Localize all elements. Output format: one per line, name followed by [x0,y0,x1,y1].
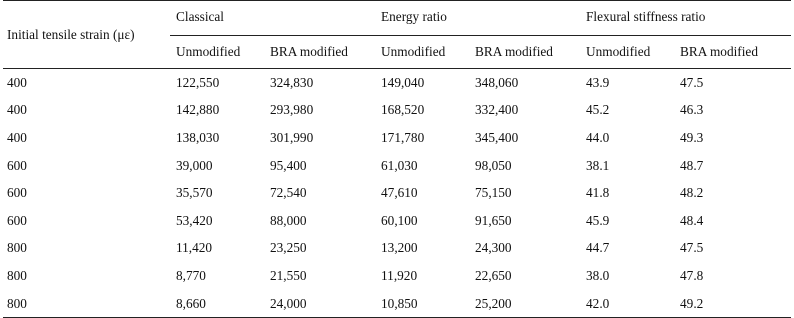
sub-header-energy-bra-modified: BRA modified [469,36,580,69]
classical-unmodified-cell: 142,880 [176,102,220,118]
energy-bra-modified-cell: 91,650 [475,212,512,228]
table-body [3,69,791,318]
flexural-unmodified-cell: 43.9 [586,74,610,90]
classical-unmodified-cell: 138,030 [176,129,220,145]
classical-unmodified-cell: 35,570 [176,185,213,201]
classical-bra-modified-cell: 293,980 [270,102,314,118]
flexural-unmodified-cell: 38.0 [586,267,610,283]
energy-bra-modified-cell: 75,150 [475,185,512,201]
table-row [3,207,791,235]
strain-cell: 400 [7,129,27,145]
table-header [3,1,791,69]
classical-bra-modified-cell: 324,830 [270,74,314,90]
classical-bra-modified-cell: 21,550 [270,267,307,283]
energy-bra-modified-cell: 22,650 [475,267,512,283]
table-row [3,69,791,97]
group-header-classical: Classical [170,1,375,36]
strain-cell: 600 [7,157,27,173]
strain-cell: 400 [7,102,27,118]
table-row [3,152,791,180]
flexural-unmodified-cell: 45.2 [586,102,610,118]
flexural-unmodified-cell: 45.9 [586,212,610,228]
sub-header-energy-unmodified: Unmodified [375,36,469,69]
classical-bra-modified-cell: 95,400 [270,157,307,173]
strain-column-header: Initial tensile strain (με) [3,1,170,69]
energy-bra-modified-cell: 24,300 [475,240,512,256]
flexural-bra-modified-cell: 48.4 [680,212,704,228]
flexural-unmodified-cell: 42.0 [580,290,674,318]
energy-unmodified-cell: 60,100 [381,212,418,228]
classical-unmodified-cell: 39,000 [176,157,213,173]
strain-cell: 800 [7,267,27,283]
energy-unmodified-cell: 149,040 [381,74,425,90]
energy-unmodified-cell: 47,610 [381,185,418,201]
energy-unmodified-cell: 13,200 [381,240,418,256]
strain-cell: 600 [7,185,27,201]
strain-cell: 400 [7,74,27,90]
energy-unmodified-cell: 171,780 [381,129,425,145]
classical-bra-modified-cell: 23,250 [270,240,307,256]
flexural-bra-modified-cell: 49.2 [674,290,791,318]
classical-unmodified-cell: 53,420 [176,212,213,228]
flexural-unmodified-cell: 44.0 [586,129,610,145]
flexural-bra-modified-cell: 48.7 [680,157,704,173]
classical-unmodified-cell: 8,770 [176,267,206,283]
energy-unmodified-cell: 10,850 [375,290,469,318]
energy-bra-modified-cell: 25,200 [469,290,580,318]
flexural-bra-modified-cell: 47.5 [680,74,704,90]
sub-header-classical-unmodified: Unmodified [170,36,264,69]
table-row [3,97,791,125]
table-row [3,124,791,152]
classical-bra-modified-cell: 301,990 [270,129,314,145]
flexural-unmodified-cell: 44.7 [586,240,610,256]
energy-bra-modified-cell: 345,400 [475,129,519,145]
sub-header-classical-bra-modified: BRA modified [264,36,375,69]
energy-bra-modified-cell: 348,060 [475,74,519,90]
energy-bra-modified-cell: 98,050 [475,157,512,173]
table-row [3,179,791,207]
strain-cell: 800 [7,240,27,256]
table-row [3,235,791,263]
sub-header-flexural-unmodified: Unmodified [580,36,674,69]
flexural-bra-modified-cell: 46.3 [680,102,704,118]
flexural-bra-modified-cell: 48.2 [680,185,704,201]
flexural-bra-modified-cell: 47.8 [680,267,704,283]
classical-unmodified-cell: 122,550 [176,74,220,90]
classical-bra-modified-cell: 88,000 [270,212,307,228]
energy-unmodified-cell: 61,030 [381,157,418,173]
flexural-unmodified-cell: 38.1 [586,157,610,173]
sub-header-flexural-bra-modified: BRA modified [674,36,791,69]
flexural-bra-modified-cell: 47.5 [680,240,704,256]
energy-unmodified-cell: 168,520 [381,102,425,118]
energy-bra-modified-cell: 332,400 [475,102,519,118]
results-table [3,0,791,318]
table-row [3,262,791,290]
group-header-flexural-stiffness-ratio: Flexural stiffness ratio [580,1,791,36]
classical-unmodified-cell: 8,660 [170,290,264,318]
energy-unmodified-cell: 11,920 [381,267,418,283]
classical-bra-modified-cell: 72,540 [270,185,307,201]
group-header-row [3,1,791,36]
classical-bra-modified-cell: 24,000 [264,290,375,318]
strain-cell: 800 [3,290,170,318]
flexural-unmodified-cell: 41.8 [586,185,610,201]
classical-unmodified-cell: 11,420 [176,240,213,256]
strain-cell: 600 [7,212,27,228]
group-header-energy-ratio: Energy ratio [375,1,580,36]
flexural-bra-modified-cell: 49.3 [680,129,704,145]
